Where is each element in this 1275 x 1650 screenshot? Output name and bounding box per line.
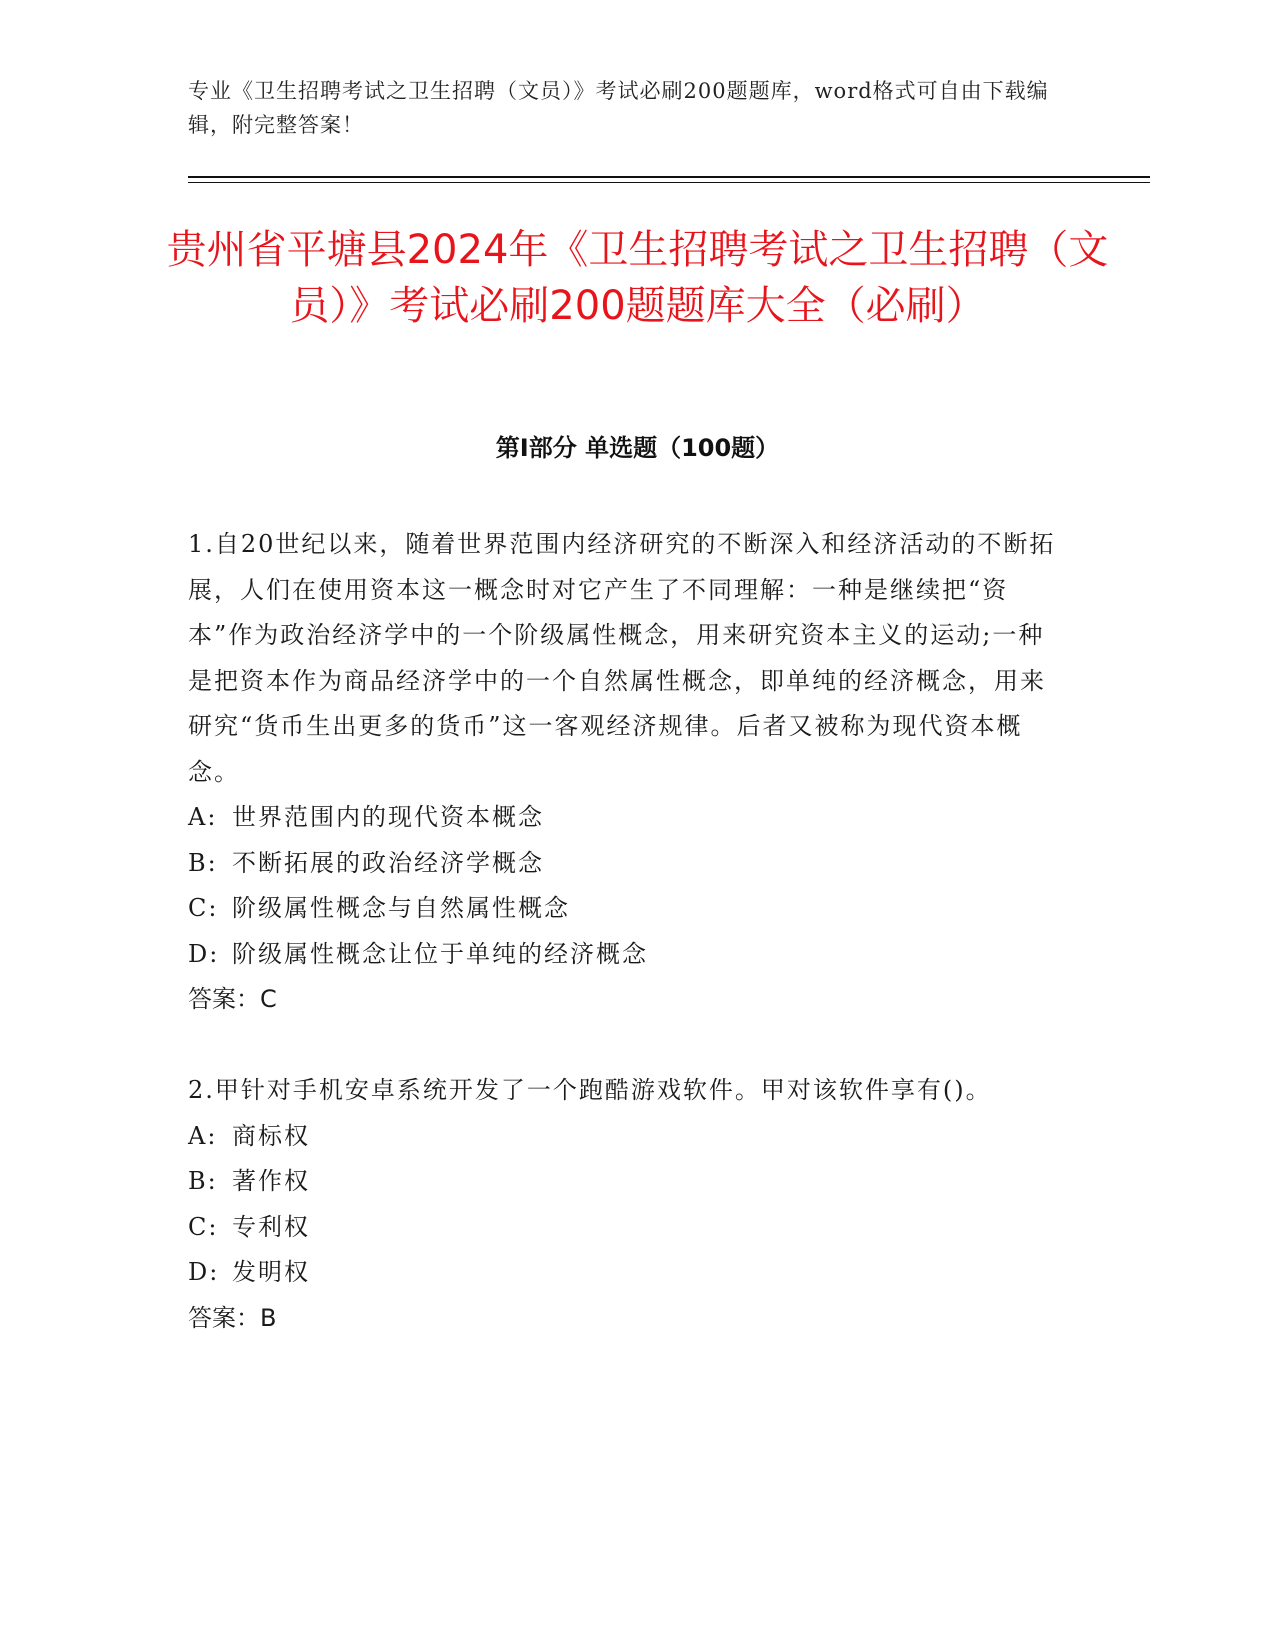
option-text: 著作权 [232,1167,310,1195]
document-title: 贵州省平塘县2024年《卫生招聘考试之卫生招聘（文员）》考试必刷200题题库大全（必刷） [166,227,1109,329]
option-b [188,841,1068,887]
option-b [188,1159,1068,1205]
header-note: 专业《卫生招聘考试之卫生招聘（文员）》考试必刷200题题库，word格式可自由下载编辑，附完整答案！ [188,79,1049,137]
question-text: 2.甲针对手机安卓系统开发了一个跑酷游戏软件。甲对该软件享有()。 [188,1076,992,1104]
option-text: 世界范围内的现代资本概念 [232,803,544,831]
answer-line: 答案：B [188,1303,277,1332]
option-text: 发明权 [232,1258,310,1286]
option-a [188,795,1068,841]
question-1 [188,522,1068,1023]
option-text: 阶级属性概念让位于单纯的经济概念 [232,939,648,968]
option-text: 商标权 [232,1121,310,1150]
option-list [188,795,1068,977]
header-divider-thick [188,176,1150,178]
option-letter: B: [188,1167,218,1195]
option-a [188,1114,1068,1160]
option-text: 阶级属性概念与自然属性概念 [232,894,570,922]
option-c [188,1205,1068,1251]
header-divider-thin [188,182,1150,183]
option-d [188,932,1068,978]
option-text: 不断拓展的政治经济学概念 [232,848,544,877]
answer-line: 答案：C [188,985,277,1013]
option-letter: D: [188,1258,220,1286]
option-letter: D: [188,939,220,968]
option-letter: A: [188,803,218,831]
option-letter: A: [188,1121,218,1150]
option-text: 专利权 [232,1212,310,1241]
option-list [188,1114,1068,1296]
option-letter: C: [188,894,219,922]
section-heading: 第Ⅰ部分 单选题（100题） [495,434,780,462]
option-c [188,886,1068,932]
question-2 [188,1068,1068,1341]
question-text: 1.自20世纪以来，随着世界范围内经济研究的不断深入和经济活动的不断拓展，人们在使用资本这一概念时对它产生了不同理解：一种是继续把“资本”作为政治经济学中的一个阶级属性概念，用来研究资本主义的运动;一种是把资本作为商品经济学中的一个自然属性概念，即单纯的经济概念，用来研究“货币生出更多的货币”这一客观经济规律。后者又被称为现代资本概念。 [188,530,1056,786]
option-letter: C: [188,1212,219,1241]
option-letter: B: [188,848,218,877]
option-d [188,1250,1068,1296]
